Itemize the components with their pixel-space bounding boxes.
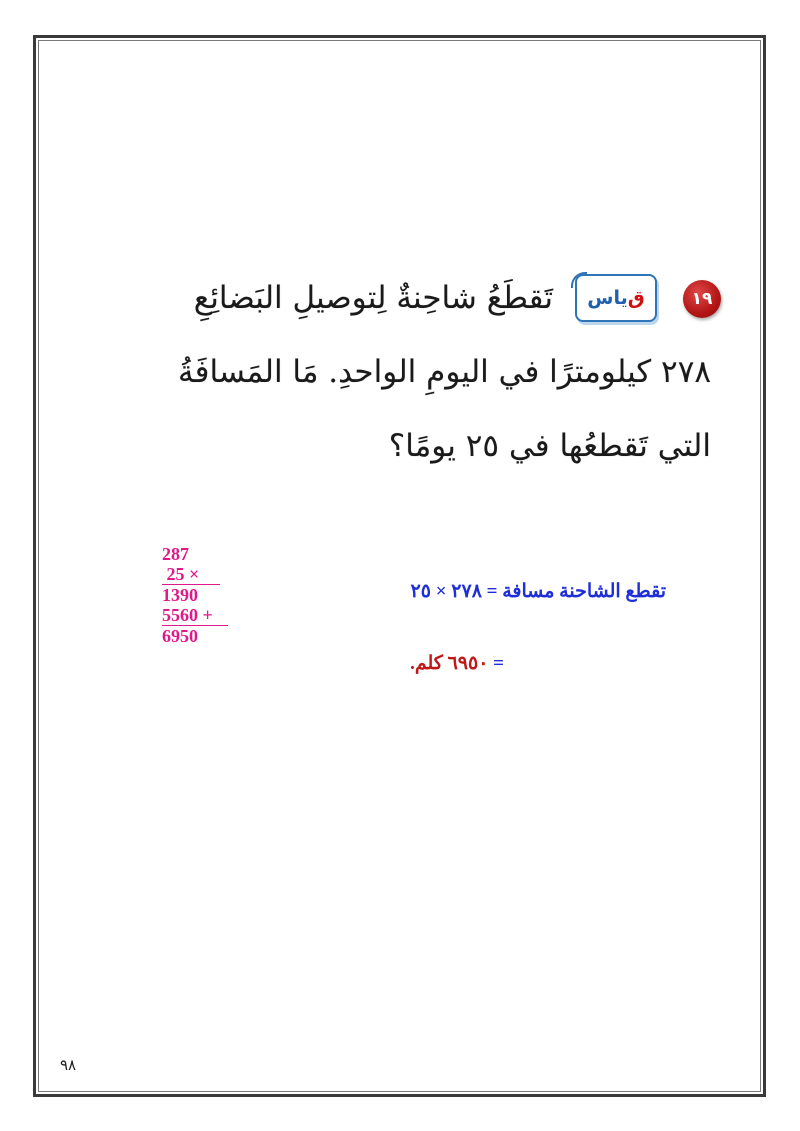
- problem-number: ١٩: [691, 289, 713, 309]
- problem-text-line-1: تَقطَعُ شاحِنةٌ لِتوصيلِ البَضائِعِ: [193, 280, 553, 316]
- solution-equals-sign: =: [493, 653, 504, 674]
- calc-multiplicand: 287: [162, 544, 189, 564]
- tag-label-rest: ياس: [587, 287, 628, 309]
- page-border-inner: [38, 40, 761, 1092]
- solution-line-2: [410, 652, 504, 675]
- calc-partial-1: 1390: [162, 585, 198, 605]
- measurement-tag: [575, 274, 657, 322]
- problem-block: [178, 268, 725, 488]
- calc-result: 6950: [162, 626, 198, 646]
- problem-number-badge: [683, 280, 721, 318]
- tag-label-first-letter: ق: [627, 287, 645, 309]
- calc-multiplier: 25 ×: [162, 564, 200, 584]
- solution-answer: ٦٩٥٠ كلم.: [410, 653, 489, 674]
- multiplication-work: [162, 544, 242, 646]
- calc-partial-2: 5560 +: [162, 605, 213, 625]
- solution-line-1: تقطع الشاحنة مسافة = ٢٧٨ × ٢٥: [410, 581, 666, 602]
- problem-text-line-2: ٢٧٨ كيلومترًا في اليومِ الواحدِ. مَا المَسافَةُ: [178, 354, 711, 390]
- problem-text-line-3: التي تَقطعُها في ٢٥ يومًا؟: [388, 428, 711, 464]
- page-number: ٩٨: [60, 1057, 77, 1074]
